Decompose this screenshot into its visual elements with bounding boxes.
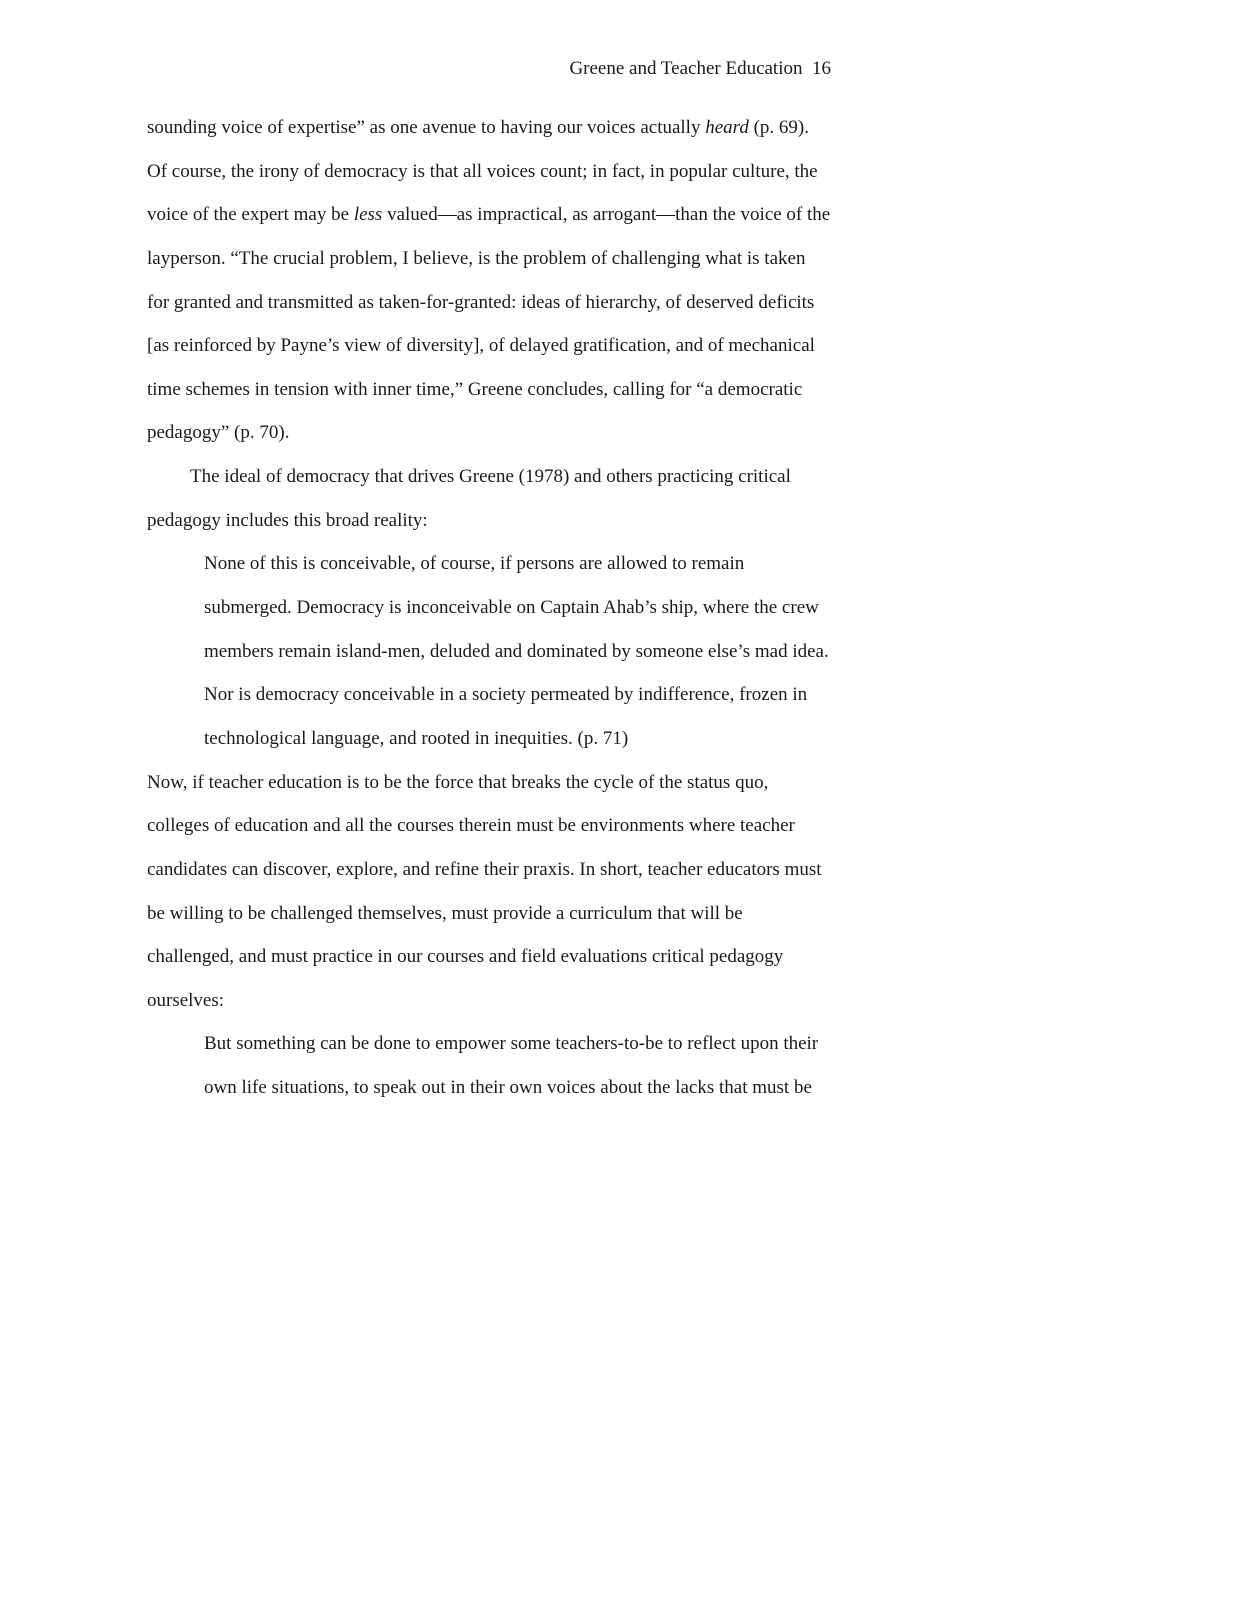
text-line (147, 499, 847, 543)
block-quote-line (147, 630, 847, 674)
block-quote-line (147, 586, 847, 630)
document-body (147, 106, 847, 1110)
text-segment: Of course, the irony of democracy is that all voices count; in fact, in popular culture, the (147, 160, 818, 182)
text-line (147, 455, 847, 499)
text-segment: (p. 69). (748, 117, 809, 138)
block-quote-line (147, 542, 847, 586)
text-line (147, 804, 847, 848)
text-line (147, 237, 847, 281)
text-segment: technological language, and rooted in inequities. (p. 71) (204, 727, 629, 749)
text-line (147, 150, 847, 194)
text-segment: [as reinforced by Payne’s view of diversity], of delayed gratification, and of mechanical (147, 335, 815, 357)
text-segment: layperson. “The crucial problem, I believe, is the problem of challenging what is taken (147, 247, 806, 269)
text-line (147, 411, 847, 455)
text-line (147, 106, 847, 150)
text-segment: valued—as impractical, as arrogant—than the voice of the (382, 204, 831, 226)
italic-text: less (353, 204, 383, 226)
running-header (569, 58, 831, 80)
text-segment: colleges of education and all the courses therein must be environments where teacher (147, 815, 795, 837)
text-segment: Now, if teacher education is to be the force that breaks the cycle of the status quo, (147, 771, 769, 793)
text-line (147, 324, 847, 368)
text-segment: But something can be done to empower some teachers-to-be to reflect upon their (204, 1033, 819, 1055)
italic-text: heard (705, 117, 749, 138)
text-segment: be willing to be challenged themselves, must provide a curriculum that will be (147, 902, 743, 924)
text-segment: pedagogy includes this broad reality: (147, 509, 428, 531)
page-number: 16 (812, 58, 831, 79)
text-segment: None of this is conceivable, of course, if persons are allowed to remain (204, 553, 745, 575)
block-quote-line (147, 1022, 847, 1066)
text-line (147, 848, 847, 892)
text-segment: pedagogy” (p. 70). (147, 422, 290, 444)
text-segment: sounding voice of expertise” as one avenue to having our voices actually (147, 117, 706, 138)
running-head-title: Greene and Teacher Education (569, 58, 803, 79)
block-quote-line (147, 1066, 847, 1110)
block-quote-line (147, 717, 847, 761)
text-segment: candidates can discover, explore, and refine their praxis. In short, teacher educators must (147, 858, 822, 880)
text-line (147, 935, 847, 979)
text-segment: voice of the expert may be (147, 204, 354, 226)
text-line (147, 281, 847, 325)
block-quote-line (147, 673, 847, 717)
text-segment: challenged, and must practice in our courses and field evaluations critical pedagogy (147, 946, 784, 968)
text-segment: Nor is democracy conceivable in a society permeated by indifference, frozen in (204, 684, 808, 706)
text-segment: members remain island-men, deluded and dominated by someone else’s mad idea. (204, 640, 829, 662)
text-line (147, 368, 847, 412)
text-segment: for granted and transmitted as taken-for-granted: ideas of hierarchy, of deserved deficits (147, 291, 815, 313)
text-segment: time schemes in tension with inner time,” Greene concludes, calling for “a democratic (147, 378, 803, 400)
text-line (147, 892, 847, 936)
text-segment: submerged. Democracy is inconceivable on Captain Ahab’s ship, where the crew (204, 597, 819, 619)
text-line (147, 979, 847, 1023)
text-line (147, 193, 847, 237)
text-segment: ourselves: (147, 989, 225, 1011)
text-segment: own life situations, to speak out in their own voices about the lacks that must be (204, 1077, 812, 1099)
text-line (147, 761, 847, 805)
text-segment: The ideal of democracy that drives Greene (1978) and others practicing critical (190, 466, 791, 488)
